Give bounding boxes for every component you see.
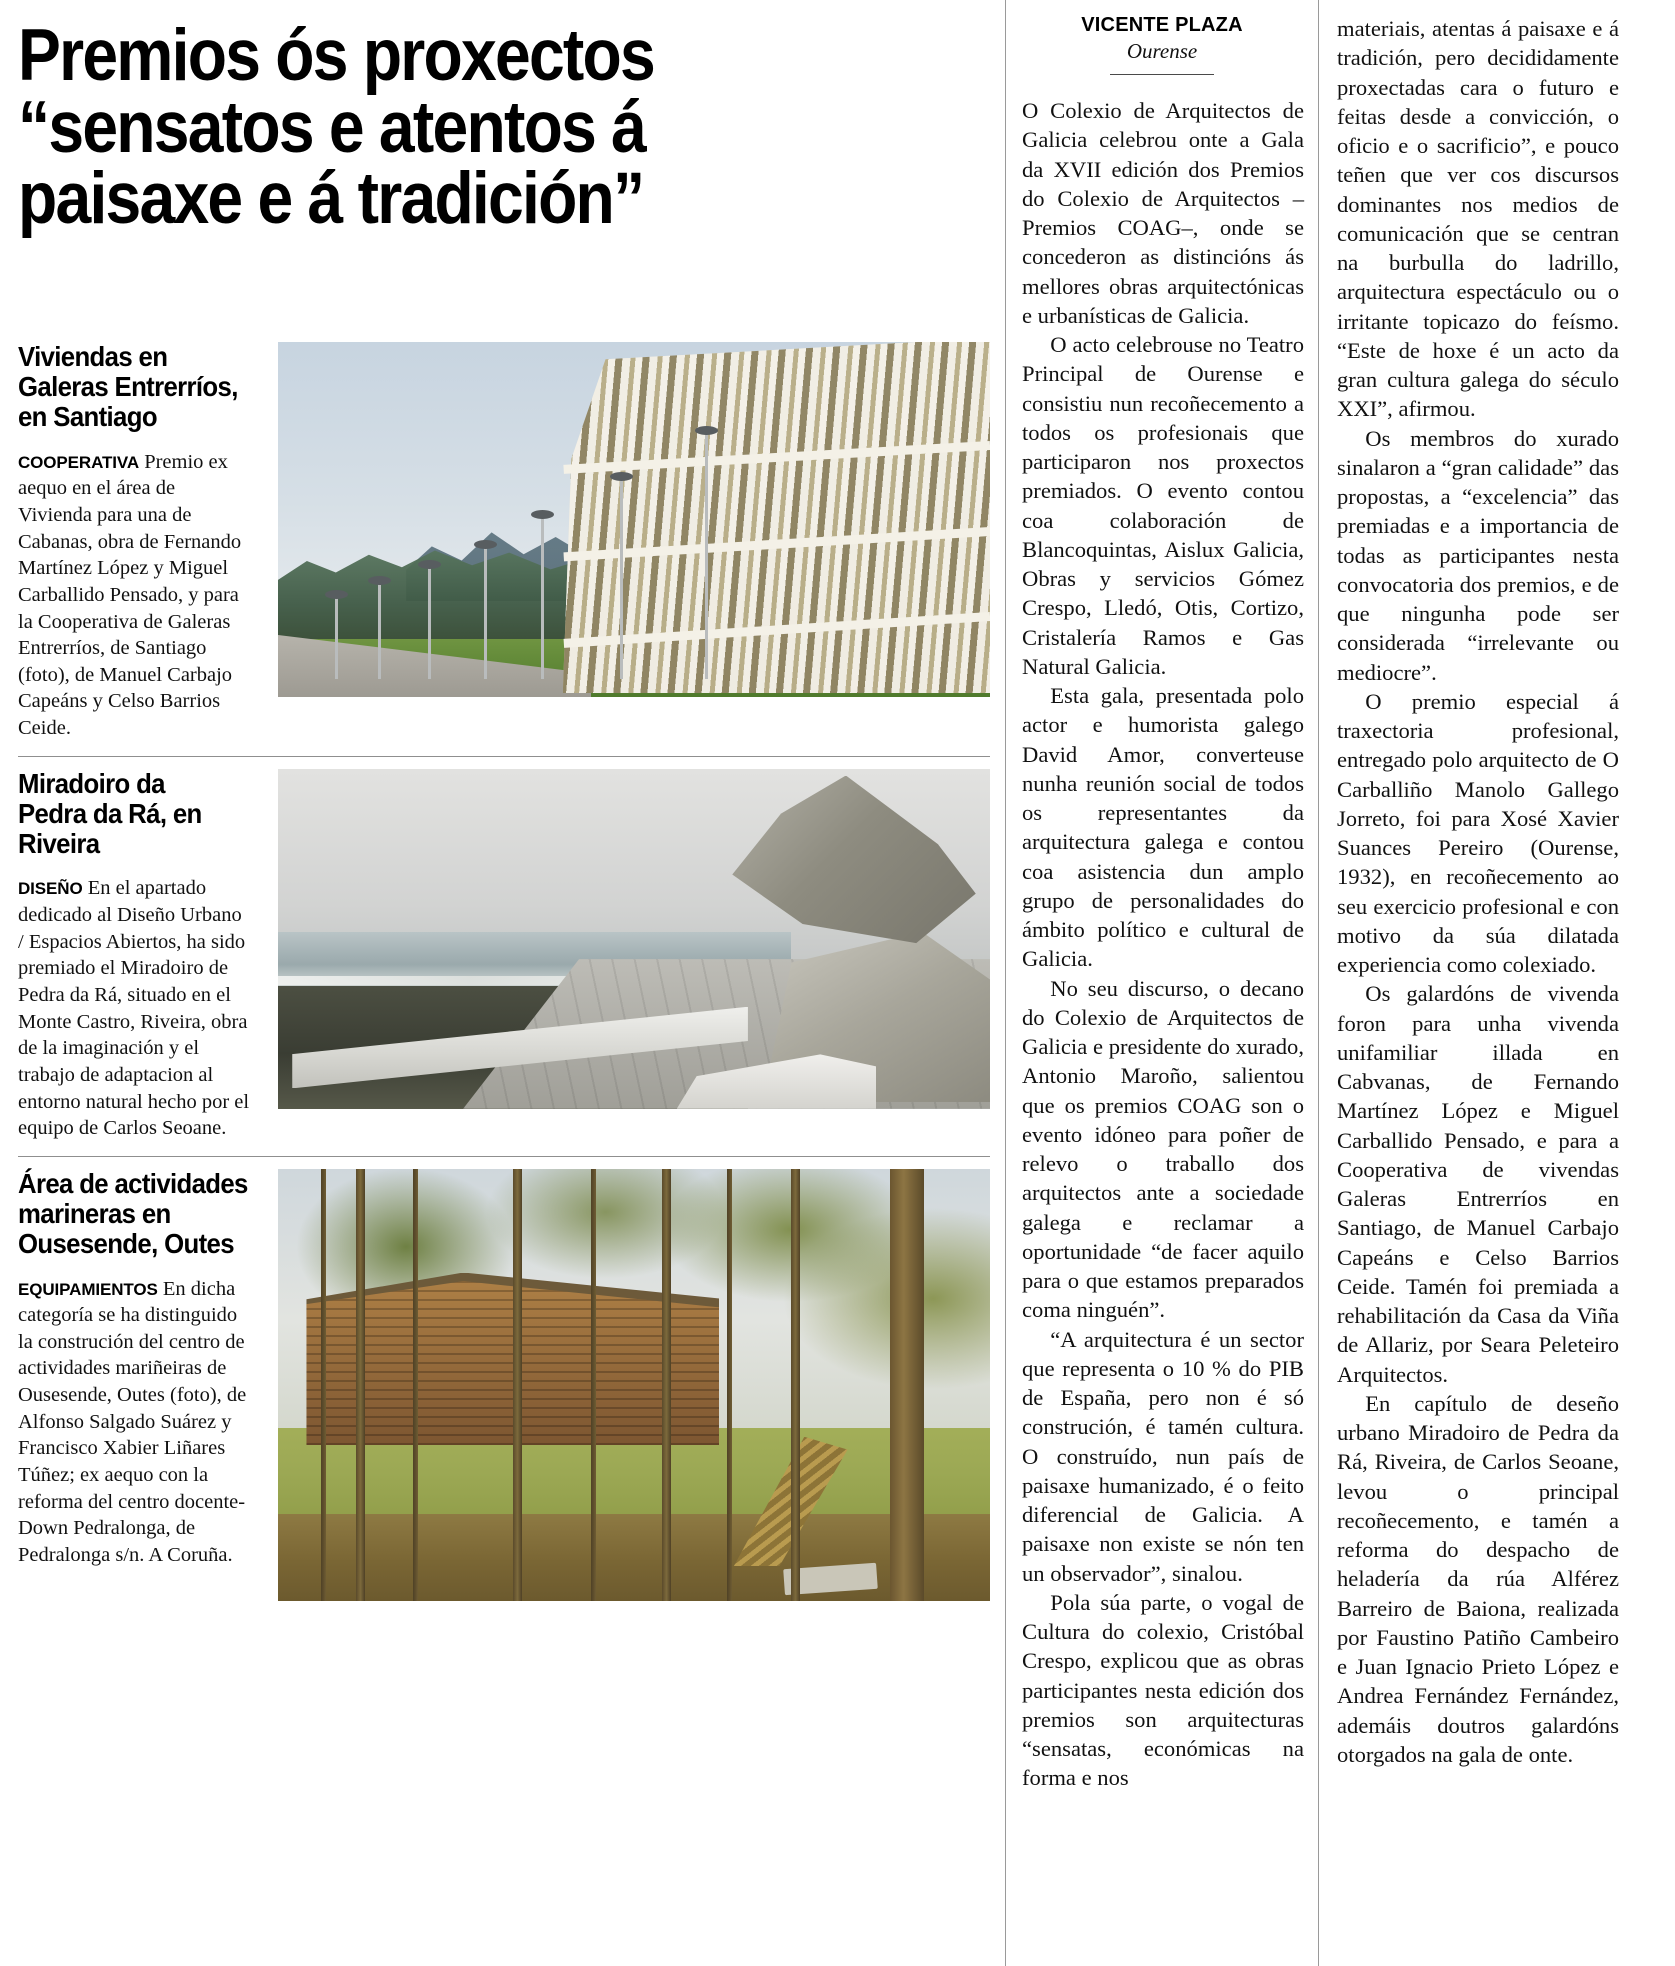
- article-paragraph: O acto celebrouse no Teatro Principal de Ourense e consistiu nun recoñecemento a todos os profesionais que participaron nos proxectos premiados. O evento contou coa colaboración de Blancoquintas, Aislux Galicia, Obras y servicios Gómez Crespo, Lledó, Otis, Cortizo, Cristalería Ramos e Gas Natural Galicia.: [1022, 332, 1304, 679]
- feature-body-text: En dicha categoría se ha distinguido la construción del centro de actividades mariñeiras de Ousesende, Outes (foto), de Alfonso Salgado Suárez y Francisco Xabier Liñares Túñez; ex aequo con la reforma del centro docente-Down Pedralonga, de Pedralonga s/n. A Coruña.: [18, 1277, 247, 1566]
- feature-kicker: COOPERATIVA: [18, 452, 140, 472]
- page-headline: [18, 15, 990, 240]
- article-paragraph: Esta gala, presentada polo actor e humorista galego David Amor, converteuse nunha reunión social de todos os representantes da arquitectura galega e contou coa asistencia dun amplo grupo de personalidades do ámbito político e cultural de Galicia.: [1022, 683, 1304, 972]
- article-column-3: [1337, 14, 1619, 1769]
- subhead-line-2: Galeras Entrerríos,: [18, 371, 238, 403]
- feature-body: [18, 449, 252, 742]
- feature-text: [18, 342, 264, 742]
- photo-streetlamp: [428, 567, 431, 679]
- headline-line-1: Premios ós proxectos: [18, 15, 655, 96]
- feature-subhead: [18, 342, 265, 433]
- feature-subhead: [18, 1169, 265, 1260]
- photo-tree-trunk: [791, 1169, 800, 1601]
- feature-kicker: DISEÑO: [18, 879, 83, 899]
- article-paragraph: O premio especial á traxectoria profesional, entregado polo arquitecto de O Carballiño Manolo Gallego Jorreto, foi para Xosé Xavier Suances Pereiro (Ourense, 1932), en recoñecemento ao seu exercicio profesional e con motivo da súa dilatada experiencia como colexiado.: [1337, 688, 1619, 977]
- subhead-line-3: Ousesende, Outes: [18, 1228, 234, 1260]
- feature-text: [18, 1169, 264, 1601]
- subhead-line-1: Miradoiro da: [18, 767, 165, 799]
- article-paragraph: Os membros do xurado sinalaron a “gran calidade” das propostas, a “excelencia” das premiadas e a importancia de todas as participantes nesta convocatoria dos premios, e de que ningunha pode ser considerada “irrelevante ou mediocre”.: [1337, 425, 1619, 685]
- headline-line-2: “sensatos e atentos á: [18, 86, 646, 168]
- photo-streetlamp: [705, 433, 708, 679]
- photo-tree-trunk: [513, 1169, 522, 1601]
- article-paragraph: O Colexio de Arquitectos de Galicia celebrou onte a Gala da XVII edición dos Premios do Colexio de Arquitectos –Premios COAG–, onde se concederon as distincións ás mellores obras arquitectónicas e urbanísticas de Galicia.: [1022, 98, 1304, 328]
- article-column-2: [1022, 96, 1304, 1793]
- article-paragraph: No seu discurso, o decano do Colexio de Arquitectos de Galicia e presidente do xurado, Antonio Maroño, salientou que os premios COAG son o evento idóneo para poñer de relevo o traballo dos arquitectos ante a sociedade galega e reclamar a oportunidade “de facer aquilo para o que estamos preparados coma ninguén”.: [1022, 975, 1304, 1323]
- column-divider-1: [1005, 0, 1006, 1966]
- article-paragraph: En capítulo de deseño urbano Miradoiro de Pedra da Rá, Riveira, de Carlos Seoane, levou o principal recoñecemento, e tamén a reforma do despacho de heladería da rúa Alférez Barreiro de Baiona, realizada por Faustino Patiño Cambeiro e Juan Ignacio Prieto López e Andrea Fernández Fernández, ademáis doutros galardóns otorgados na gala de onte.: [1337, 1390, 1619, 1767]
- photo-tree-trunk: [356, 1169, 365, 1601]
- photo-streetlamp: [378, 583, 381, 679]
- feature-subhead: [18, 769, 265, 860]
- photo-streetlamp: [484, 547, 487, 679]
- byline-divider: [1110, 74, 1214, 75]
- article-paragraph: Pola súa parte, o vogal de Cultura do colexio, Cristóbal Crespo, explicou que as obras participantes nesta edición dos premios son arquitecturas “sensatas, económicas na forma e nos: [1022, 1589, 1304, 1791]
- photo-viviendas-galeras: [278, 342, 990, 697]
- photo-tree-trunk: [591, 1169, 596, 1601]
- photo-miradoiro-pedra-da-ra: [278, 769, 990, 1109]
- byline-location: Ourense: [1126, 39, 1198, 63]
- photo-tree-trunk: [890, 1169, 924, 1601]
- photo-streetlamp: [620, 479, 623, 679]
- column-divider-2: [1318, 0, 1319, 1966]
- article-paragraph: Os galardóns de vivenda foron para unha vivenda unifamiliar illada en Cabvanas, de Fernando Martínez López e Miguel Carballido Pensado, e para a Cooperativa de vivendas Galeras Entrerríos en Santiago, de Manuel Carbajo Capeáns e Celso Barrios Ceide. Tamén foi premiada a rehabilitación da Casa da Viña de Allariz, por Seara Peleteiro Arquitectos.: [1337, 981, 1619, 1387]
- subhead-line-2: Pedra da Rá, en: [18, 797, 202, 829]
- feature-body: [18, 875, 252, 1141]
- photo-tree-trunk: [321, 1169, 326, 1601]
- headline-line-3: paisaxe e á tradición”: [18, 158, 644, 240]
- byline-author: VICENTE PLAZA: [1081, 14, 1243, 36]
- article-paragraph: “A arquitectura é un sector que representa o 10 % do PIB de España, pero non é só construción, é tamén cultura. O construído, nun país de paisaxe humanizado, é o feito diferencial de Galicia. A paisaxe non existe se nón ten un observador”, sinalou.: [1022, 1326, 1304, 1586]
- feature-photo-container: [264, 1169, 990, 1601]
- feature-block-ousesende: [18, 1156, 990, 1601]
- photo-tree-trunk: [727, 1169, 732, 1601]
- photo-streetlamp: [541, 517, 544, 679]
- subhead-line-2: marineras en: [18, 1198, 171, 1230]
- feature-block-miradoiro: [18, 756, 990, 1142]
- feature-body: [18, 1276, 252, 1569]
- subhead-line-1: Área de actividades: [18, 1167, 248, 1199]
- feature-body-text: En el apartado dedicado al Diseño Urbano / Espacios Abiertos, ha sido premiado el Miradoiro de Pedra da Rá, situado en el Monte Castro, Riveira, obra de la imaginación y el trabajo de adaptacion al entorno natural hecho por el equipo de Carlos Seoane.: [18, 877, 250, 1140]
- photo-centro-actividades-marineras: [278, 1169, 990, 1601]
- subhead-line-1: Viviendas en: [18, 341, 168, 372]
- photo-tree-trunk: [662, 1169, 671, 1601]
- feature-body-text: Premio ex aequo en el área de Vivienda para una de Cabanas, obra de Fernando Martínez López y Miguel Carballido Pensado, y para la Cooperativa de Galeras Entrerríos, de Santiago (foto), de Manuel Carbajo Capeáns y Celso Barrios Ceide.: [18, 450, 242, 740]
- subhead-line-3: en Santiago: [18, 401, 157, 433]
- feature-blocks: [18, 330, 990, 1601]
- feature-kicker: EQUIPAMIENTOS: [18, 1279, 158, 1299]
- byline: [1022, 14, 1302, 75]
- feature-text: [18, 769, 264, 1142]
- headline-region: [18, 0, 990, 240]
- feature-photo-container: [264, 769, 990, 1142]
- article-paragraph: materiais, atentas á paisaxe e á tradición, pero decididamente proxectadas cara o futuro e feitas desde a convicción, o oficio e o sacrificio”, e pouco teñen que ver cos discursos dominantes nos medios de comunicación que se centran na burbulla do ladrillo, arquitectura espectáculo ou o irritante topicazo do feísmo. “Este de hoxe é un acto da gran cultura galega do século XXI”, afirmou.: [1337, 16, 1619, 422]
- feature-photo-container: [264, 342, 990, 742]
- photo-tree-trunk: [413, 1169, 418, 1601]
- photo-streetlamp: [335, 597, 338, 679]
- subhead-line-3: Riveira: [18, 828, 100, 860]
- photo-forest-floor: [278, 1514, 990, 1600]
- feature-block-viviendas: [18, 330, 990, 742]
